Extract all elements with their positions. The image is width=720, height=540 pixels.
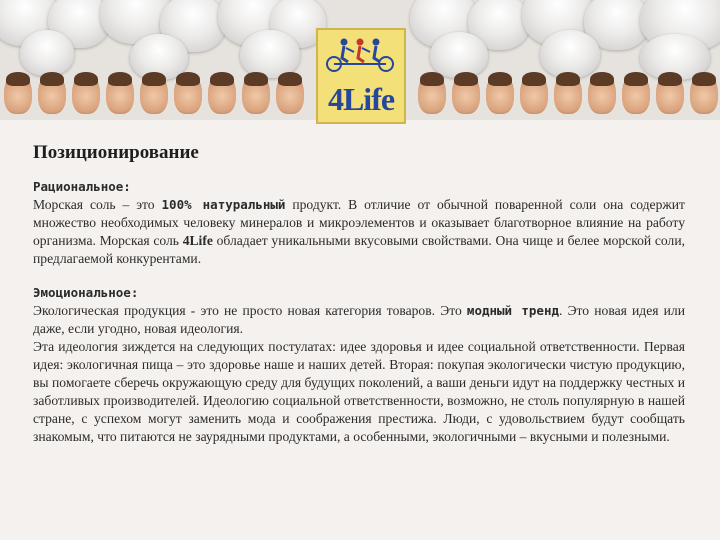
shell-decoration [540, 30, 600, 78]
text-span: Морская соль – это [33, 197, 162, 212]
person-photo [242, 74, 270, 114]
text-span: обладает уникальными вкусовыми свойствами. Она чище и белее морской соли, предлагаемой конкурентами. [33, 233, 685, 266]
person-photo [452, 74, 480, 114]
text-span: . Это новая идея или даже, если угодно, новая идеология. [33, 303, 685, 336]
shell-decoration [20, 30, 74, 76]
shell-decoration [430, 32, 488, 78]
emotional-heading: Эмоциональное: [33, 285, 139, 300]
person-photo [622, 74, 650, 114]
person-photo [588, 74, 616, 114]
page-title: Позиционирование [33, 142, 199, 163]
text-span: продукт. В отличие от обычной поваренной соли она содержит множество необходимых человеку минералов и микроэлементов и оказывает благотворное влияние на работу организма. Морская соль [33, 197, 685, 248]
cyclists-icon [318, 30, 404, 78]
section-gap [33, 268, 685, 284]
highlight-trend: модный тренд [466, 303, 559, 318]
highlight-natural: 100% натуральный [161, 197, 286, 212]
person-photo [174, 74, 202, 114]
person-photo [276, 74, 304, 114]
person-photo [208, 74, 236, 114]
brand-mention: 4Life [182, 233, 213, 248]
text-span: Экологическая продукция - это не просто новая категория товаров. Это [33, 303, 467, 318]
rational-heading: Рациональное: [33, 179, 131, 194]
logo-text: 4Life [327, 81, 395, 117]
rational-paragraph [33, 196, 685, 268]
person-photo [106, 74, 134, 114]
person-photo [418, 74, 446, 114]
person-photo [4, 74, 32, 114]
person-photo [38, 74, 66, 114]
person-photo [554, 74, 582, 114]
person-photo [72, 74, 100, 114]
person-photo [656, 74, 684, 114]
emotional-paragraph [33, 302, 685, 338]
person-photo [486, 74, 514, 114]
person-photo [520, 74, 548, 114]
person-photo [690, 74, 718, 114]
shell-decoration [240, 30, 300, 78]
main-content [33, 142, 685, 446]
person-photo [140, 74, 168, 114]
ideology-paragraph: Эта идеология зиждется на следующих постулатах: идее здоровья и идее социальной ответственности. Первая идея: экологичная пища – это здоровье наше и наших детей. Вторая: покупая экологически чистую продукцию, вы помогаете сберечь окружающую среду для будущих поколений, а ваши деньги идут на поддержку честных и заботливых производителей. Идеологию социальной ответственности, возможно, не столь популярную в нашей стране, с успехом могут заменить мода и соображения престижа. Люди, с удовольствием будут сообщать знакомым, что питаются не заурядными продуктами, а особенными, экологичными – вкусными и полезными. [33, 339, 685, 444]
brand-logo [316, 28, 406, 124]
